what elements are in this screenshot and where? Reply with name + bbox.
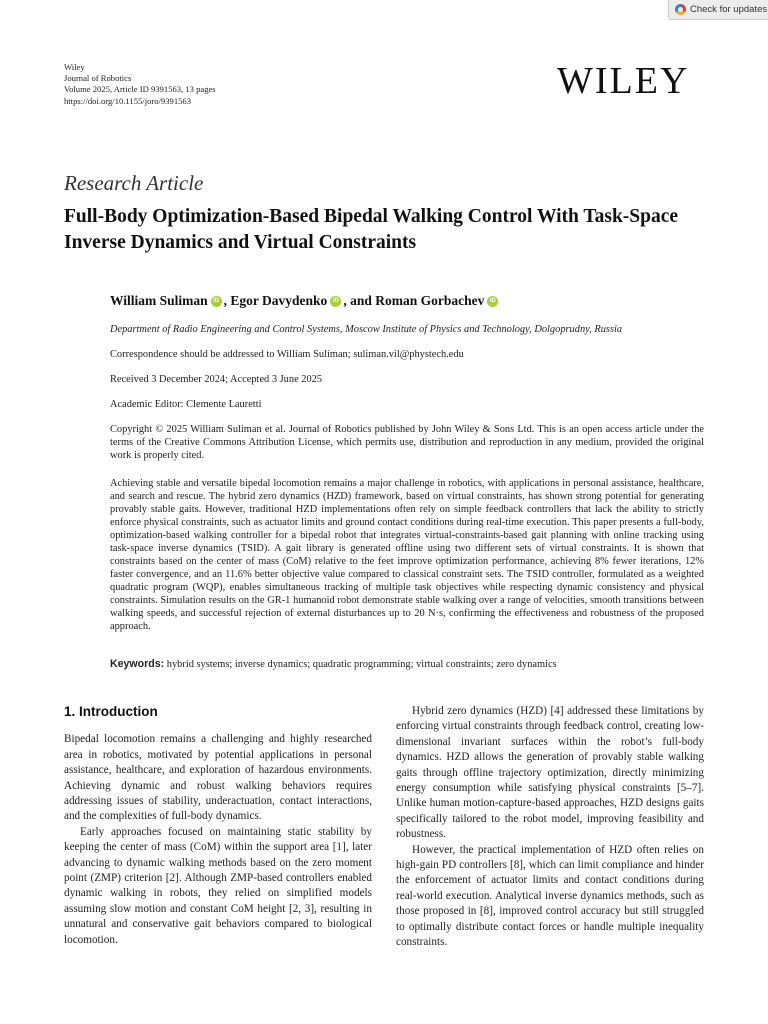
body-paragraph: Hybrid zero dynamics (HZD) [4] addressed these limitations by enforcing virtual constraints through feedback control, creating low-dimensional invariant surfaces within the robot’s full-body dynamics. HZD allows the generation of provably stable walking gaits through offline trajectory optimization, directly minimizing energy consumption while satisfying physical constraints [5–7]. Unlike human motion-capture-based approaches, HZD designs gaits specifically tailored to the robot model, improving feasibility and robustness. bbox=[396, 705, 704, 841]
abstract: Achieving stable and versatile bipedal locomotion remains a major challenge in robotics, with applications in personal assistance, healthcare, and search and rescue. The hybrid zero dynamics (HZD) framework, based on virtual constraints, has shown strong potential for generating provably stable gaits. However, traditional HZD implementations often rely on simple feedback controllers that lack the ability to strictly enforce physical constraints, such as actuator limits and ground contact conditions during real-time execution. This paper presents a full-body, optimization-based walking controller for a bipedal robot that integrates virtual-constraints-based gait planning with online tracking using task-space inverse dynamics (TSID). A gait library is generated offline using two different sets of virtual constraints. It is shown that constraints based on the center of mass (CoM) relative to the feet improve optimization performance, achieving 8% fewer iterations, 12% faster convergence, and an 11.6% better objective value compared to classical constraint sets. The TSID controller, formulated as a weighted quadratic program (WQP), enables simultaneous tracking of multiple task objectives while respecting dynamic consistency and physical constraints. Simulation results on the GR-1 humanoid robot demonstrate stable walking over a range of velocities, smooth transitions between walking speeds, and successful rejection of external disturbances up to 20 N·s, confirming the effectiveness and robustness of the proposed approach. bbox=[110, 478, 704, 632]
author-name[interactable]: William Suliman bbox=[110, 293, 208, 308]
orcid-icon[interactable]: iD bbox=[211, 296, 222, 307]
academic-editor: Academic Editor: Clemente Lauretti bbox=[110, 399, 262, 410]
journal-meta bbox=[64, 62, 216, 107]
keywords-list: hybrid systems; inverse dynamics; quadratic programming; virtual constraints; zero dynamics bbox=[166, 659, 557, 670]
body-paragraph: Early approaches focused on maintaining static stability by keeping the center of mass (CoM) within the support area [1], later advancing to dynamic walking methods based on the zero moment point (ZMP) criterion [2]. Although ZMP-based controllers enabled dynamic walking in robots, they relied on simplified models assuming slow motion and constant CoM height [2, 3], resulting in unnatural and conservative gait behaviors compared to biological locomotion. bbox=[64, 825, 372, 946]
orcid-icon[interactable]: iD bbox=[487, 296, 498, 307]
article-type: Research Article bbox=[64, 171, 204, 195]
correspondence: Correspondence should be addressed to William Suliman; suliman.vil@phystech.edu bbox=[110, 349, 464, 360]
body-paragraph: Bipedal locomotion remains a challenging and highly researched area in robotics, motivated by potential applications in personal assistance, healthcare, and exploration of hazardous environments. Achieving dynamic and robust walking behaviors requires addressing issues of stability, underactuation, contact interactions, and the complexities of full-body dynamics. bbox=[64, 733, 372, 823]
author-name[interactable]: Egor Davydenko bbox=[230, 293, 328, 308]
section-heading: 1. Introduction bbox=[64, 704, 158, 719]
check-for-updates-button[interactable] bbox=[668, 0, 768, 20]
crossmark-icon bbox=[675, 4, 686, 15]
keywords bbox=[110, 658, 704, 671]
check-for-updates-label: Check for updates bbox=[690, 4, 768, 15]
author-separator: , bbox=[223, 293, 231, 308]
body-column-right bbox=[396, 704, 704, 951]
journal-name: Journal of Robotics bbox=[64, 73, 132, 84]
volume-line: Volume 2025, Article ID 9391563, 13 pages bbox=[64, 84, 216, 95]
body-column-left bbox=[64, 704, 372, 948]
article-title: Full-Body Optimization-Based Bipedal Walking Control With Task-Space Inverse Dynamics and Virtual Constraints bbox=[64, 206, 679, 253]
orcid-icon[interactable]: iD bbox=[330, 296, 341, 307]
author-name[interactable]: Roman Gorbachev bbox=[375, 293, 485, 308]
received-dates: Received 3 December 2024; Accepted 3 June 2025 bbox=[110, 374, 323, 385]
author-list bbox=[110, 293, 500, 309]
affiliation: Department of Radio Engineering and Control Systems, Moscow Institute of Physics and Technology, Dolgoprudny, Russia bbox=[110, 324, 623, 335]
doi-link[interactable]: https://doi.org/10.1155/joro/9391563 bbox=[64, 95, 192, 106]
body-paragraph: However, the practical implementation of HZD often relies on high-gain PD controllers [8], which can limit compliance and hinder the enforcement of actuator limits and contact conditions during real-world execution. Analytical inverse dynamics methods, such as those proposed in [8], improved control accuracy but still struggled to optimally distribute contact forces or handle multiple inequality constraints. bbox=[396, 843, 704, 949]
copyright-notice: Copyright © 2025 William Suliman et al. Journal of Robotics published by John Wiley & Sons Ltd. This is an open access article under the terms of the Creative Commons Attribution License, which permits use, distribution and reproduction in any medium, provided the original work is properly cited. bbox=[110, 424, 704, 461]
wiley-logo: WILEY bbox=[557, 60, 690, 102]
author-separator: , and bbox=[343, 293, 376, 308]
publisher-name: Wiley bbox=[64, 62, 85, 72]
keywords-label: Keywords: bbox=[110, 658, 165, 670]
